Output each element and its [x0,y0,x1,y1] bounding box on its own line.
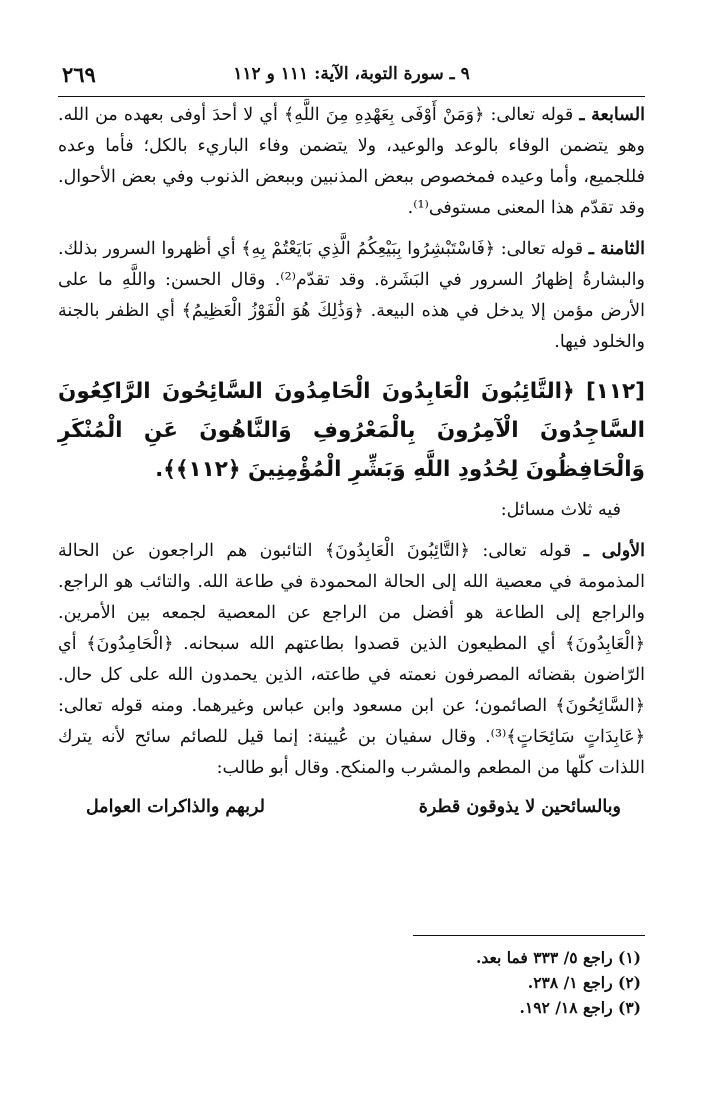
paragraph-first [58,536,645,784]
footnotes [221,945,641,1020]
footnote: (٣) راجع ١٨/ ١٩٢. [519,998,641,1017]
paragraph-first-text: قوله تعالى: ﴿التَّائِبُونَ الْعَابِدُونَ﴾ التائبون هم الراجعون عن الحالة المذمومة في معصية الله إلى الحالة المحمودة في طاعة الله. والتائب هو الراجع. والراجع إلى الطاعة هو أفضل من الراجع عن المعصية لجمعه بين الأمرين. ﴿الْعَابِدُونَ﴾ أي المطيعون الذين قصدوا بطاعتهم الله سبحانه. ﴿الْحَامِدُونَ﴾ أي الرّاضون بقضائه المصرفون نعمته في طاعته، الذين يحمدون الله على كل حال. ﴿السَّائِحُونَ﴾ الصائمون؛ عن ابن مسعود وابن عباس وغيرهما. ومنه قوله تعالى: ﴿عَابِدَاتٍ سَائِحَاتٍ﴾⁽³⁾. وقال سفيان بن عُيينة: إنما قيل للصائم سائح لأنه يترك اللذات كلّها من المطعم والمشرب والمنكح. وقال أبو طالب: [58,541,645,778]
page-number: ٢٦٩ [62,62,96,87]
poetry-first-hemistich: وبالسائحين لا يذوقون قطرة [418,797,621,817]
issue-label-eighth: الثامنة ـ [588,239,645,259]
footnote: (١) راجع ٥/ ٣٣٣ فما بعد. [475,948,641,967]
footnote: (٢) راجع ١/ ٢٣٨. [527,973,641,992]
main-text [58,100,645,823]
quran-verse-112 [58,372,645,489]
paragraph-eighth [58,234,645,358]
paragraph-seventh-text: قوله تعالى: ﴿وَمَنْ أَوْفَى بِعَهْدِهِ مِنَ اللَّهِ﴾ أي لا أحدَ أوفى بعهده من الله. وهو يتضمن الوفاء بالوعد والوعيد، ولا يتضمن وفاء الباريء بالكل؛ فأما وعده فللجميع، وأما وعيده فمخصوص ببعض المذنبين وببعض الذنوب وفي بعض الأحوال. وقد تقدّم هذا المعنى مستوفى⁽¹⁾. [58,105,645,218]
footnote-divider [413,935,645,936]
issues-intro: فيه ثلاث مسائل: [500,500,621,520]
running-title: ٩ ـ سورة التوبة، الآية: ١١١ و ١١٢ [233,64,470,84]
issue-label-seventh: السابعة ـ [579,105,645,125]
poetry-second-hemistich: لربهم والذاكرات العوامل [86,797,265,817]
paragraph-eighth-text: قوله تعالى: ﴿فَاسْتَبْشِرُوا بِبَيْعِكُمُ الَّذِي بَايَعْتُمْ بِهِ﴾ أي أظهروا السرور بذلك. والبشارةُ إظهارُ السرور في البَشَرة. وقد تقدّم⁽²⁾. وقال الحسن: واللَّهِ ما على الأرض مؤمن إلا يدخل في هذه البيعة. ﴿وَذَٰلِكَ هُوَ الْفَوْزُ الْعَظِيمُ﴾ أي الظفر بالجنة والخلود فيها. [58,239,645,352]
paragraph-seventh [58,100,645,224]
verse-number: [١١٢] [585,379,645,404]
page-header [58,60,645,97]
poetry-couplet [58,792,645,823]
issue-label-first: الأولى ـ [583,541,645,561]
verse-text: ﴿التَّائِبُونَ الْعَابِدُونَ الْحَامِدُونَ السَّائِحُونَ الرَّاكِعُونَ السَّاجِدُونَ الْآمِرُونَ بِالْمَعْرُوفِ وَالنَّاهُونَ عَنِ الْمُنْكَرِ وَالْحَافِظُونَ لِحُدُودِ اللَّهِ وَبَشِّرِ الْمُؤْمِنِينَ ﴿١١٢﴾﴾. [58,379,645,482]
